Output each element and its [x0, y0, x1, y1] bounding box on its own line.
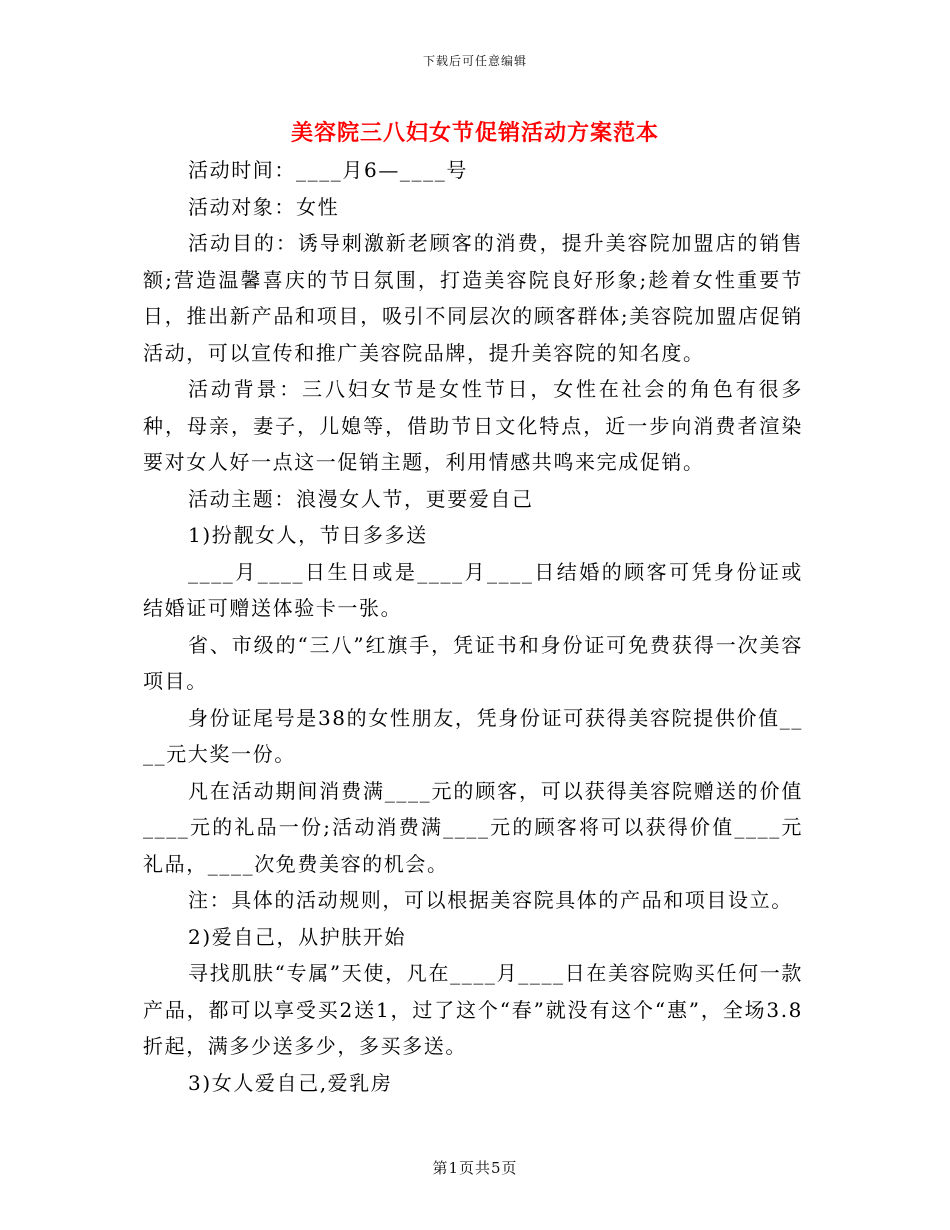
section-heading-1: 1)扮靓女人，节日多多送 [188, 523, 428, 547]
section-heading-3: 3)女人爱自己,爱乳房 [188, 1070, 393, 1095]
paragraph-activity-background: 活动背景：三八妇女节是女性节日，女性在社会的角色有很多种，母亲，妻子，儿媳等，借助节日文化特点，近一步向消费者渲染要对女人好一点这一促销主题，利用情感共鸣来完成促销。 [143, 377, 803, 474]
page-footer: 第1页共5页 [432, 1159, 518, 1177]
page-header: 下载后可任意编辑 [422, 54, 527, 68]
document-title: 美容院三八妇女节促销活动方案范本 [290, 120, 659, 146]
paragraph-activity-purpose: 活动目的：诱导刺激新老顾客的消费，提升美容院加盟店的销售额;营造温馨喜庆的节日氛围，打造美容院良好形象;趁着女性重要节日，推出新产品和项目，吸引不同层次的顾客群体;美容院加盟店促销活动，可以宣传和推广美容院品牌，提升美容院的知名度。 [143, 231, 803, 365]
paragraph-activity-target: 活动对象：女性 [188, 194, 340, 219]
paragraph-note: 注：具体的活动规则，可以根据美容院具体的产品和项目设立。 [188, 888, 793, 912]
paragraph-id-38-offer: 身份证尾号是38的女性朋友，凭身份证可获得美容院提供价值____元大奖一份。 [143, 705, 803, 766]
paragraph-red-banner-offer: 省、市级的“三八”红旗手，凭证书和身份证可免费获得一次美容项目。 [143, 632, 803, 693]
paragraph-activity-time: 活动时间：____月6—____号 [188, 158, 468, 182]
document-body [143, 152, 803, 1101]
paragraph-birthday-offer: ____月____日生日或是____月____日结婚的顾客可凭身份证或结婚证可赠送体验卡一张。 [143, 559, 803, 620]
paragraph-activity-theme: 活动主题：浪漫女人节，更要爱自己 [188, 486, 534, 511]
section-heading-2: 2)爱自己，从护肤开始 [188, 924, 407, 949]
paragraph-spending-offer: 凡在活动期间消费满____元的顾客，可以获得美容院赠送的价值____元的礼品一份;活动消费满____元的顾客将可以获得价值____元礼品，____次免费美容的机会。 [143, 778, 803, 876]
paragraph-skincare-offer: 寻找肌肤“专属”天使，凡在____月____日在美容院购买任何一款产品，都可以享受买2送1，过了这个“春”就没有这个“惠”，全场3.8折起，满多少送多少，多买多送。 [143, 961, 803, 1058]
